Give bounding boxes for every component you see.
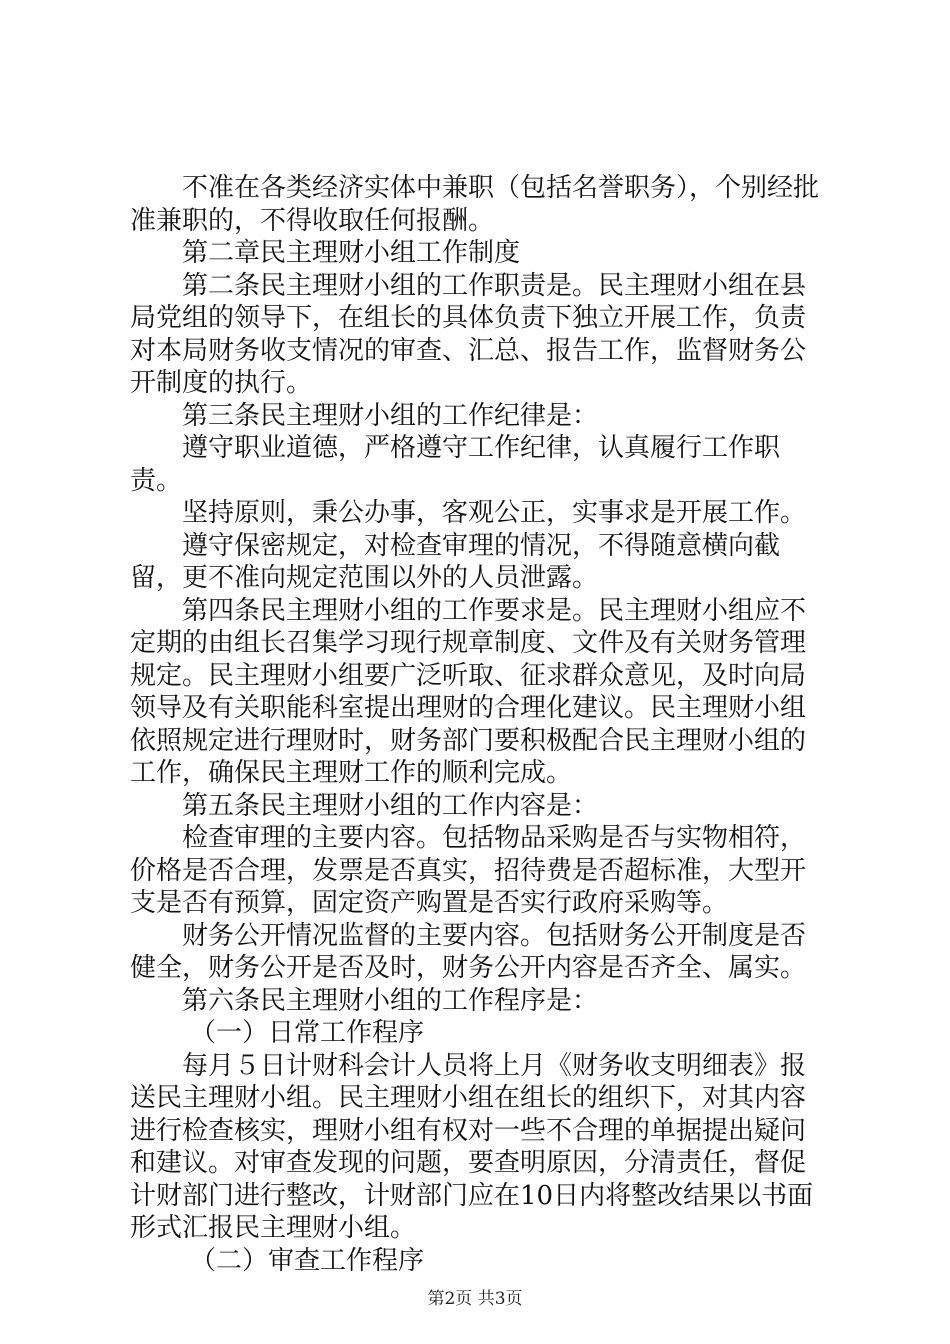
content-item-disclosure: 财务公开情况监督的主要内容。包括财务公开制度是否健全，财务公开是否及时，财务公开内容是否齐全、属实。 (130, 920, 807, 983)
page-footer: 第2页 共3页 (427, 1289, 523, 1309)
discipline-item-2: 坚持原则，秉公办事，客观公正，实事求是开展工作。 (182, 498, 807, 528)
discipline-item-1: 遵守职业道德，严格遵守工作纪律，认真履行工作职责。 (130, 433, 781, 496)
procedure-heading-review: （二）审查工作程序 (190, 1245, 425, 1276)
procedure-heading-daily: （一）日常工作程序 (190, 1018, 425, 1048)
procedure-daily-body: 每月５日计财科会计人员将上月《财务收支明细表》报送民主理财小组。民主理财小组在组长的组织下，对其内容进行检查核实，理财小组有权对一些不合理的单据提出疑问和建议。对审查发现的问题，要查明原因，分清责任，督促计财部门进行整改，计财部门应在10日内将整改结果以书面形式汇报民主理财小组。 (130, 1050, 814, 1243)
article-4-requirements: 第四条民主理财小组的工作要求是。民主理财小组应不定期的由组长召集学习现行规章制度、文件及有关财务管理规定。民主理财小组要广泛听取、征求群众意见，及时向局领导及有关职能科室提出理财的合理化建议。民主理财小组依照规定进行理财时，财务部门要积极配合民主理财小组的工作，确保民主理财工作的顺利完成。 (130, 595, 807, 788)
content-item-review: 检查审理的主要内容。包括物品采购是否与实物相符，价格是否合理，发票是否真实，招待费是否超标准，大型开支是否有预算，固定资产购置是否实行政府采购等。 (130, 823, 807, 918)
article-5-heading: 第五条民主理财小组的工作内容是： (182, 790, 599, 821)
discipline-item-3: 遵守保密规定，对检查审理的情况，不得随意横向截留，更不准向规定范围以外的人员泄露。 (130, 530, 781, 593)
chapter-heading-2: 第二章民主理财小组工作制度 (182, 238, 521, 268)
paragraph-part-time-ban: 不准在各类经济实体中兼职（包括名誉职务），个别经批准兼职的，不得收取任何报酬。 (130, 173, 820, 236)
article-6-heading: 第六条民主理财小组的工作程序是： (182, 985, 599, 1016)
document-body (130, 172, 830, 1277)
article-2-duties: 第二条民主理财小组的工作职责是。民主理财小组在县局党组的领导下，在组长的具体负责下独立开展工作，负责对本局财务收支情况的审查、汇总、报告工作，监督财务公开制度的执行。 (130, 270, 807, 398)
article-3-heading: 第三条民主理财小组的工作纪律是： (182, 400, 599, 431)
